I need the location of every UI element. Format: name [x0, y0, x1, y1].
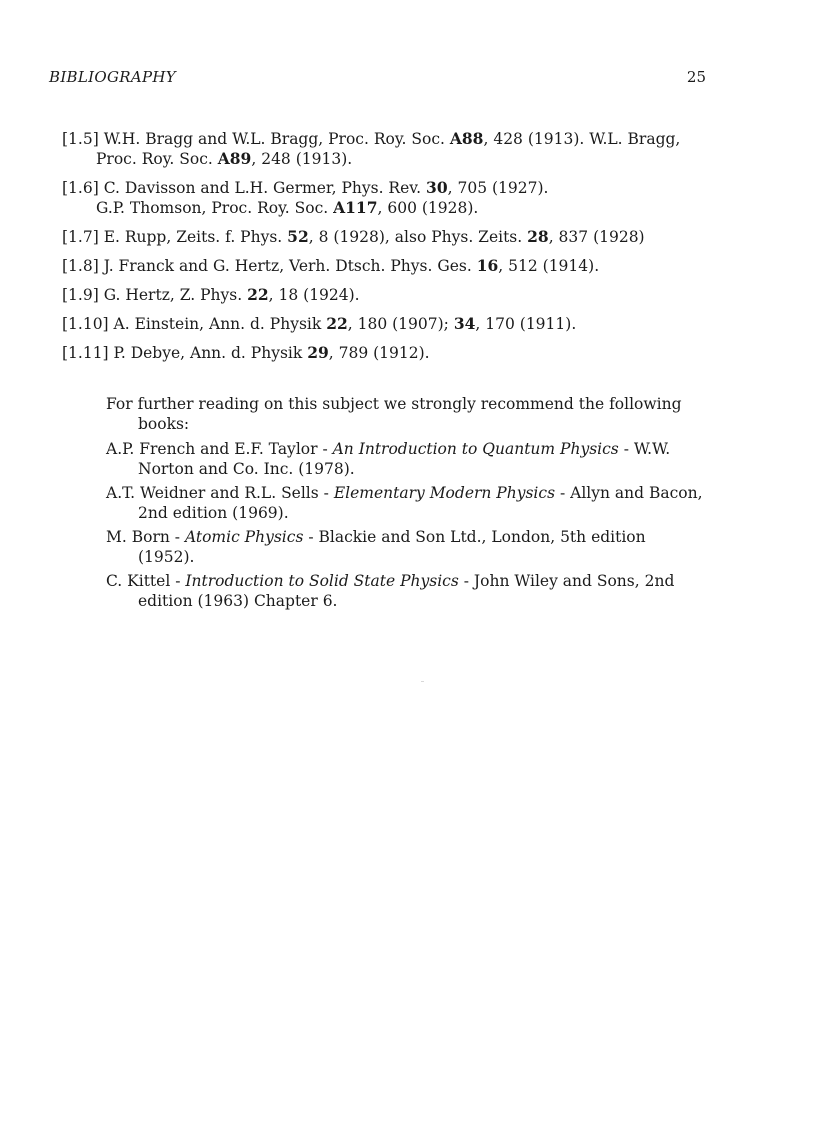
citation-text: A. Einstein, Ann. d. Physik	[113, 315, 327, 333]
citation-text: M. Born -	[106, 528, 185, 546]
citation-text: W.H. Bragg and W.L. Bragg, Proc. Roy. Soc.	[103, 130, 450, 148]
citation-text: A.T. Weidner and R.L. Sells -	[106, 484, 334, 502]
page-header	[49, 68, 706, 92]
citation-text: A.P. French and E.F. Taylor -	[106, 440, 333, 458]
further-reading-intro: For further reading on this subject we strongly recommend the following books:	[106, 395, 682, 433]
reference-list	[62, 129, 706, 372]
page-number: 25	[686, 68, 706, 86]
citation-text: , 18 (1924).	[268, 286, 360, 304]
reference-tag: [1.6]	[62, 179, 99, 197]
citation-text: - W.W. Norton and Co. Inc. (1978).	[138, 440, 671, 478]
reference-item	[62, 227, 706, 247]
running-head: BIBLIOGRAPHY	[49, 68, 176, 86]
reference-item	[62, 178, 706, 218]
volume-number: 16	[476, 256, 499, 275]
reference-item	[62, 343, 706, 363]
citation-text: , 8 (1928), also Phys. Zeits.	[308, 228, 528, 246]
citation-text: P. Debye, Ann. d. Physik	[113, 344, 308, 362]
citation-text: , 512 (1914).	[498, 257, 600, 275]
citation-text: C. Kittel -	[106, 572, 186, 590]
citation-text: , 428 (1913). W.L. Bragg, Proc. Roy. Soc.	[96, 130, 681, 168]
volume-number: 22	[326, 314, 348, 333]
citation-text: , 170 (1911).	[475, 315, 577, 333]
reference-tag: [1.8]	[62, 257, 99, 275]
citation-text: , 248 (1913).	[251, 150, 353, 168]
reference-tag: [1.7]	[62, 228, 99, 246]
book-title: Elementary Modern Physics	[333, 484, 556, 502]
scan-speck	[421, 681, 424, 682]
reference-item	[62, 129, 706, 169]
book-item	[106, 440, 706, 479]
reference-item	[62, 314, 706, 334]
book-title: Atomic Physics	[184, 528, 304, 546]
further-reading-section	[106, 395, 706, 616]
citation-text: , 180 (1907);	[347, 315, 454, 333]
book-item	[106, 572, 706, 611]
citation-text: J. Franck and G. Hertz, Verh. Dtsch. Phys. Ges.	[103, 257, 477, 275]
reference-tag: [1.10]	[62, 315, 109, 333]
citation-text: E. Rupp, Zeits. f. Phys.	[103, 228, 288, 246]
volume-number: 29	[307, 343, 329, 362]
book-item	[106, 528, 706, 567]
volume-number: 52	[287, 227, 309, 246]
volume-number: 22	[247, 285, 269, 304]
citation-text: G. Hertz, Z. Phys.	[103, 286, 248, 304]
citation-text: G.P. Thomson, Proc. Roy. Soc.	[96, 199, 334, 217]
reference-item	[62, 256, 706, 276]
volume-number: A117	[333, 198, 378, 217]
citation-text: , 789 (1912).	[328, 344, 430, 362]
reference-tag: [1.11]	[62, 344, 109, 362]
citation-text: - Allyn and Bacon, 2nd edition (1969).	[138, 484, 703, 522]
reference-tag: [1.5]	[62, 130, 99, 148]
citation-text: , 600 (1928).	[377, 199, 479, 217]
volume-number: 28	[527, 227, 549, 246]
reference-item	[62, 285, 706, 305]
citation-text: - Blackie and Son Ltd., London, 5th edition (1952).	[138, 528, 646, 566]
reference-tag: [1.9]	[62, 286, 99, 304]
citation-text: C. Davisson and L.H. Germer, Phys. Rev.	[103, 179, 427, 197]
citation-text: , 705 (1927).	[447, 179, 549, 197]
citation-text: - John Wiley and Sons, 2nd edition (1963) Chapter 6.	[138, 572, 675, 610]
volume-number: A89	[217, 149, 252, 168]
citation-text: , 837 (1928)	[548, 228, 645, 246]
volume-number: A88	[449, 129, 484, 148]
volume-number: 30	[426, 178, 448, 197]
book-title: Introduction to Solid State Physics	[185, 572, 459, 590]
volume-number: 34	[453, 314, 476, 333]
book-title: An Introduction to Quantum Physics	[332, 440, 619, 458]
book-item	[106, 484, 706, 523]
book-list	[106, 440, 706, 611]
